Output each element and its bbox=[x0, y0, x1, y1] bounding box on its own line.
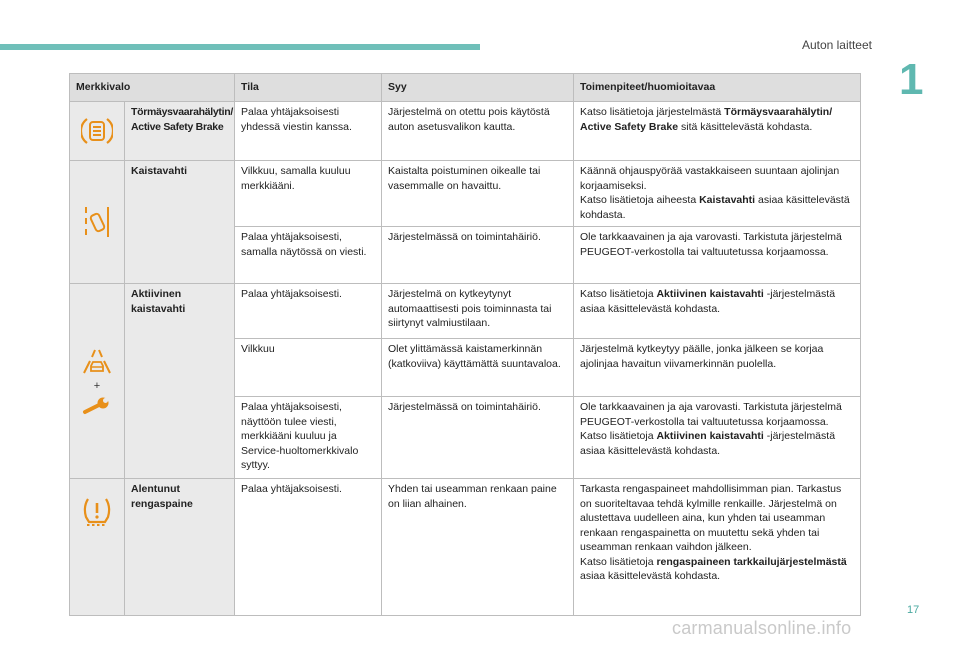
warning-lights-table bbox=[69, 73, 861, 616]
action-text: Tarkasta rengaspaineet mahdollisimman pian. Tarkastus on suoriteltavaa tehdä kylmille renkaille. Järjestelmä on alustettava uudelleen aina, kun yhden tai useamman renkaan rengaspainetta on muutettu sekä yhden tai useamman renkaan vaihdon jälkeen. bbox=[580, 483, 842, 553]
action-text: Katso lisätietoja aiheesta bbox=[580, 194, 700, 206]
cause-cell: Yhden tai useamman renkaan paine on liian alhainen. bbox=[382, 479, 574, 616]
plus-sign: + bbox=[93, 379, 101, 392]
collision-warning-icon bbox=[81, 115, 113, 147]
action-bold-text: Törmäysvaarahälytin/ Active Safety Brake bbox=[580, 106, 833, 133]
action-text: Käännä ohjauspyörää vastakkaiseen suuntaan ajolinjan korjaamiseksi. bbox=[580, 165, 840, 192]
state-cell: Palaa yhtäjaksoisesti, samalla näytössä on viesti. bbox=[235, 227, 382, 284]
table-row bbox=[70, 102, 861, 161]
action-text: Katso lisätietoja bbox=[580, 555, 657, 568]
action-text: Katso lisätietoja järjestelmästä bbox=[580, 106, 725, 118]
action-bold-text: Kaistavahti bbox=[699, 194, 756, 206]
column-header-action: Toimenpiteet/huomioitavaa bbox=[574, 74, 861, 102]
collision-icon-cell bbox=[70, 102, 125, 161]
lane-icon-cell bbox=[70, 161, 125, 284]
page-number: 17 bbox=[907, 604, 920, 616]
action-text: Katso lisätietoja bbox=[580, 430, 657, 442]
action-text: -järjestelmästä asiaa käsittelevästä kohdasta. bbox=[580, 430, 836, 457]
active-lane-warning-icon bbox=[81, 345, 113, 375]
watermark: carmanualsonline.info bbox=[672, 618, 852, 638]
indicator-name: Alentunut rengaspaine bbox=[125, 479, 235, 616]
action-cell: Järjestelmä kytkeytyy päälle, jonka jälkeen se korjaa ajolinjaa havaitun viivamerkinnän puolella. bbox=[574, 339, 861, 397]
chapter-number: 1 bbox=[899, 55, 924, 104]
state-cell: Palaa yhtäjaksoisesti yhdessä viestin kanssa. bbox=[235, 102, 382, 161]
active-lane-icon-cell bbox=[70, 284, 125, 479]
action-text: Ole tarkkaavainen ja aja varovasti. Tarkistuta järjestelmä PEUGEOT-verkostolla tai valtuutetussa korjaamossa. bbox=[580, 401, 842, 428]
action-bold-text: rengaspaineen tarkkailujärjestelmästä bbox=[656, 555, 847, 568]
action-cell bbox=[574, 161, 861, 227]
indicator-name: Kaistavahti bbox=[125, 161, 235, 284]
wrench-icon bbox=[82, 397, 112, 417]
tyre-icon-cell bbox=[70, 479, 125, 616]
cause-cell: Järjestelmässä on toimintahäiriö. bbox=[382, 227, 574, 284]
table-row bbox=[70, 161, 861, 227]
table-row bbox=[70, 479, 861, 616]
cause-cell: Järjestelmä on otettu pois käytöstä auton asetusvalikon kautta. bbox=[382, 102, 574, 161]
state-cell: Vilkkuu, samalla kuuluu merkkiääni. bbox=[235, 161, 382, 227]
state-cell: Palaa yhtäjaksoisesti. bbox=[235, 284, 382, 339]
action-bold-text: Aktiivinen kaistavahti bbox=[656, 288, 764, 300]
indicator-name: Törmäysvaarahälytin/ Active Safety Brake bbox=[125, 102, 235, 161]
action-cell bbox=[574, 102, 861, 161]
lane-departure-icon bbox=[82, 204, 112, 240]
cause-cell: Järjestelmä on kytkeytynyt automaattisesti pois toiminnasta tai siirtynyt valmiustilaan. bbox=[382, 284, 574, 339]
cause-cell: Järjestelmässä on toimintahäiriö. bbox=[382, 397, 574, 479]
action-cell: Ole tarkkaavainen ja aja varovasti. Tarkistuta järjestelmä PEUGEOT-verkostolla tai valtuutetussa korjaamossa. bbox=[574, 227, 861, 284]
accent-bar bbox=[0, 44, 480, 50]
state-cell: Palaa yhtäjaksoisesti, näyttöön tulee viesti, merkkiääni kuuluu ja Service-huoltomerkkivalo syttyy. bbox=[235, 397, 382, 479]
column-header-indicator: Merkkivalo bbox=[70, 74, 235, 102]
state-cell: Vilkkuu bbox=[235, 339, 382, 397]
action-cell bbox=[574, 397, 861, 479]
action-text: asiaa käsittelevästä kohdasta. bbox=[580, 194, 850, 221]
column-header-state: Tila bbox=[235, 74, 382, 102]
column-header-cause: Syy bbox=[382, 74, 574, 102]
action-text: sitä käsittelevästä kohdasta. bbox=[678, 120, 813, 133]
table-row bbox=[70, 284, 861, 339]
action-bold-text: Aktiivinen kaistavahti bbox=[656, 430, 764, 442]
state-cell: Palaa yhtäjaksoisesti. bbox=[235, 479, 382, 616]
cause-cell: Kaistalta poistuminen oikealle tai vasemmalle on havaittu. bbox=[382, 161, 574, 227]
cause-cell: Olet ylittämässä kaistamerkinnän (katkoviiva) käyttämättä suuntavaloa. bbox=[382, 339, 574, 397]
tyre-pressure-icon bbox=[81, 495, 113, 527]
action-cell bbox=[574, 479, 861, 616]
section-title: Auton laitteet bbox=[801, 38, 872, 52]
action-text: -järjestelmästä asiaa käsittelevästä kohdasta. bbox=[580, 288, 836, 315]
action-cell bbox=[574, 284, 861, 339]
action-text: asiaa käsittelevästä kohdasta. bbox=[580, 570, 721, 582]
action-text: Katso lisätietoja bbox=[580, 288, 657, 300]
indicator-name: Aktiivinen kaistavahti bbox=[125, 284, 235, 479]
table-header-row bbox=[70, 74, 861, 102]
